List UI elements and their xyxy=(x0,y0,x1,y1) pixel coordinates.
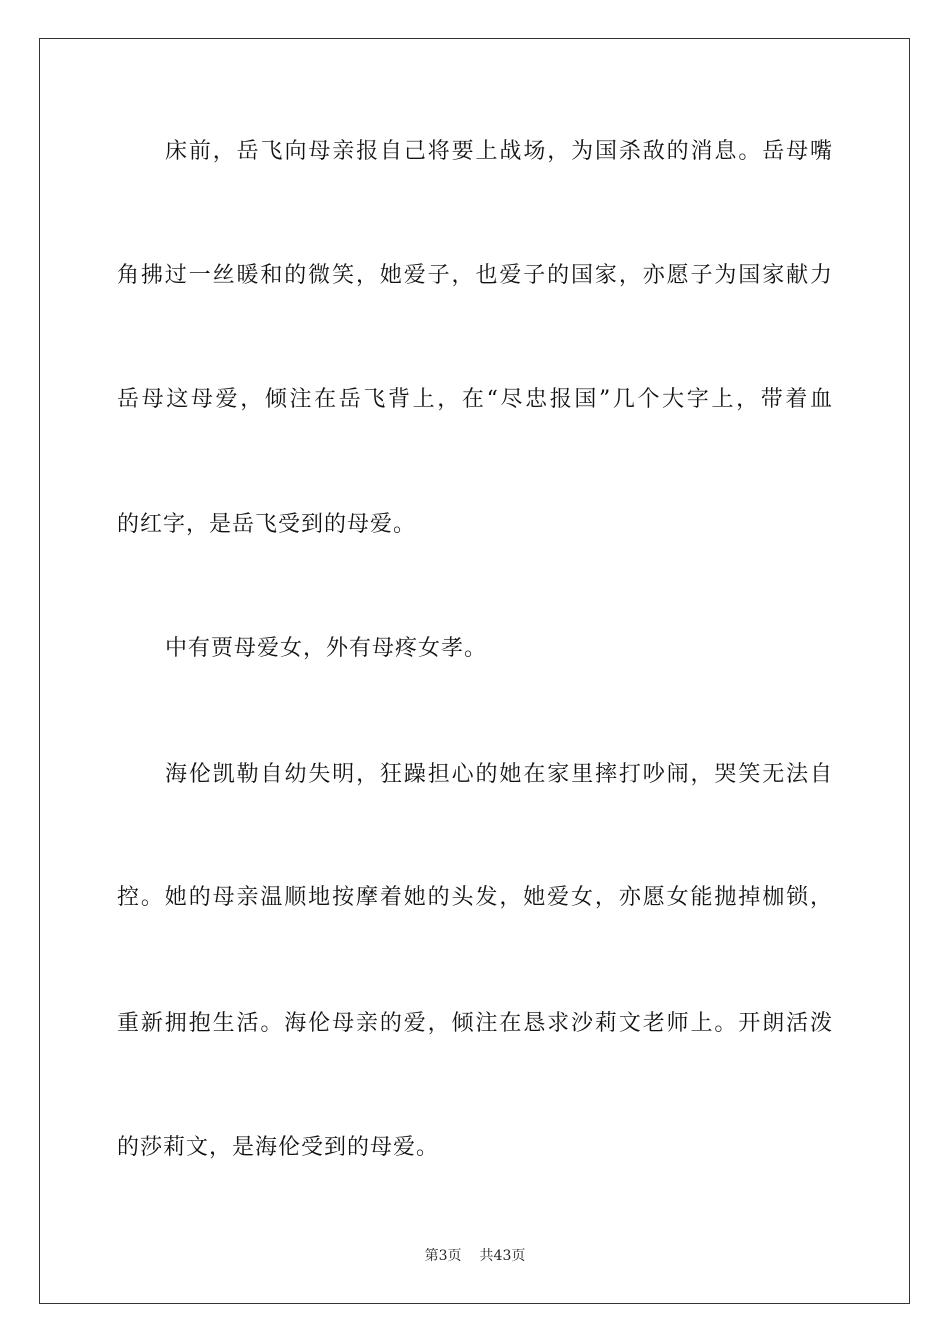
text-line: 角拂过一丝暖和的微笑，她爱子，也爱子的国家，亦愿子为国家献力 xyxy=(117,263,833,288)
page-footer xyxy=(0,1247,950,1265)
text-line: 床前，岳飞向母亲报自己将要上战场，为国杀敌的消息。岳母嘴 xyxy=(165,139,833,164)
text-line: 岳母这母爱，倾注在岳飞背上，在“尽忠报国”几个大字上，带着血 xyxy=(117,387,833,412)
text-line: 中有贾母爱女，外有母疼女孝。 xyxy=(165,636,488,661)
page-border xyxy=(39,38,910,1304)
text-line: 的红字，是岳飞受到的母爱。 xyxy=(117,512,417,537)
text-line: 海伦凯勒自幼失明，狂躁担心的她在家里摔打吵闹，哭笑无法自 xyxy=(165,762,833,787)
text-line: 控。她的母亲温顺地按摩着她的头发，她爱女，亦愿女能抛掉枷锁， xyxy=(117,885,833,910)
total-pages: 共43页 xyxy=(479,1248,526,1264)
text-line: 的莎莉文，是海伦受到的母爱。 xyxy=(117,1135,440,1160)
text-line: 重新拥抱生活。海伦母亲的爱，倾注在恳求沙莉文老师上。开朗活泼 xyxy=(117,1011,833,1036)
page-number: 第3页 xyxy=(424,1248,462,1264)
